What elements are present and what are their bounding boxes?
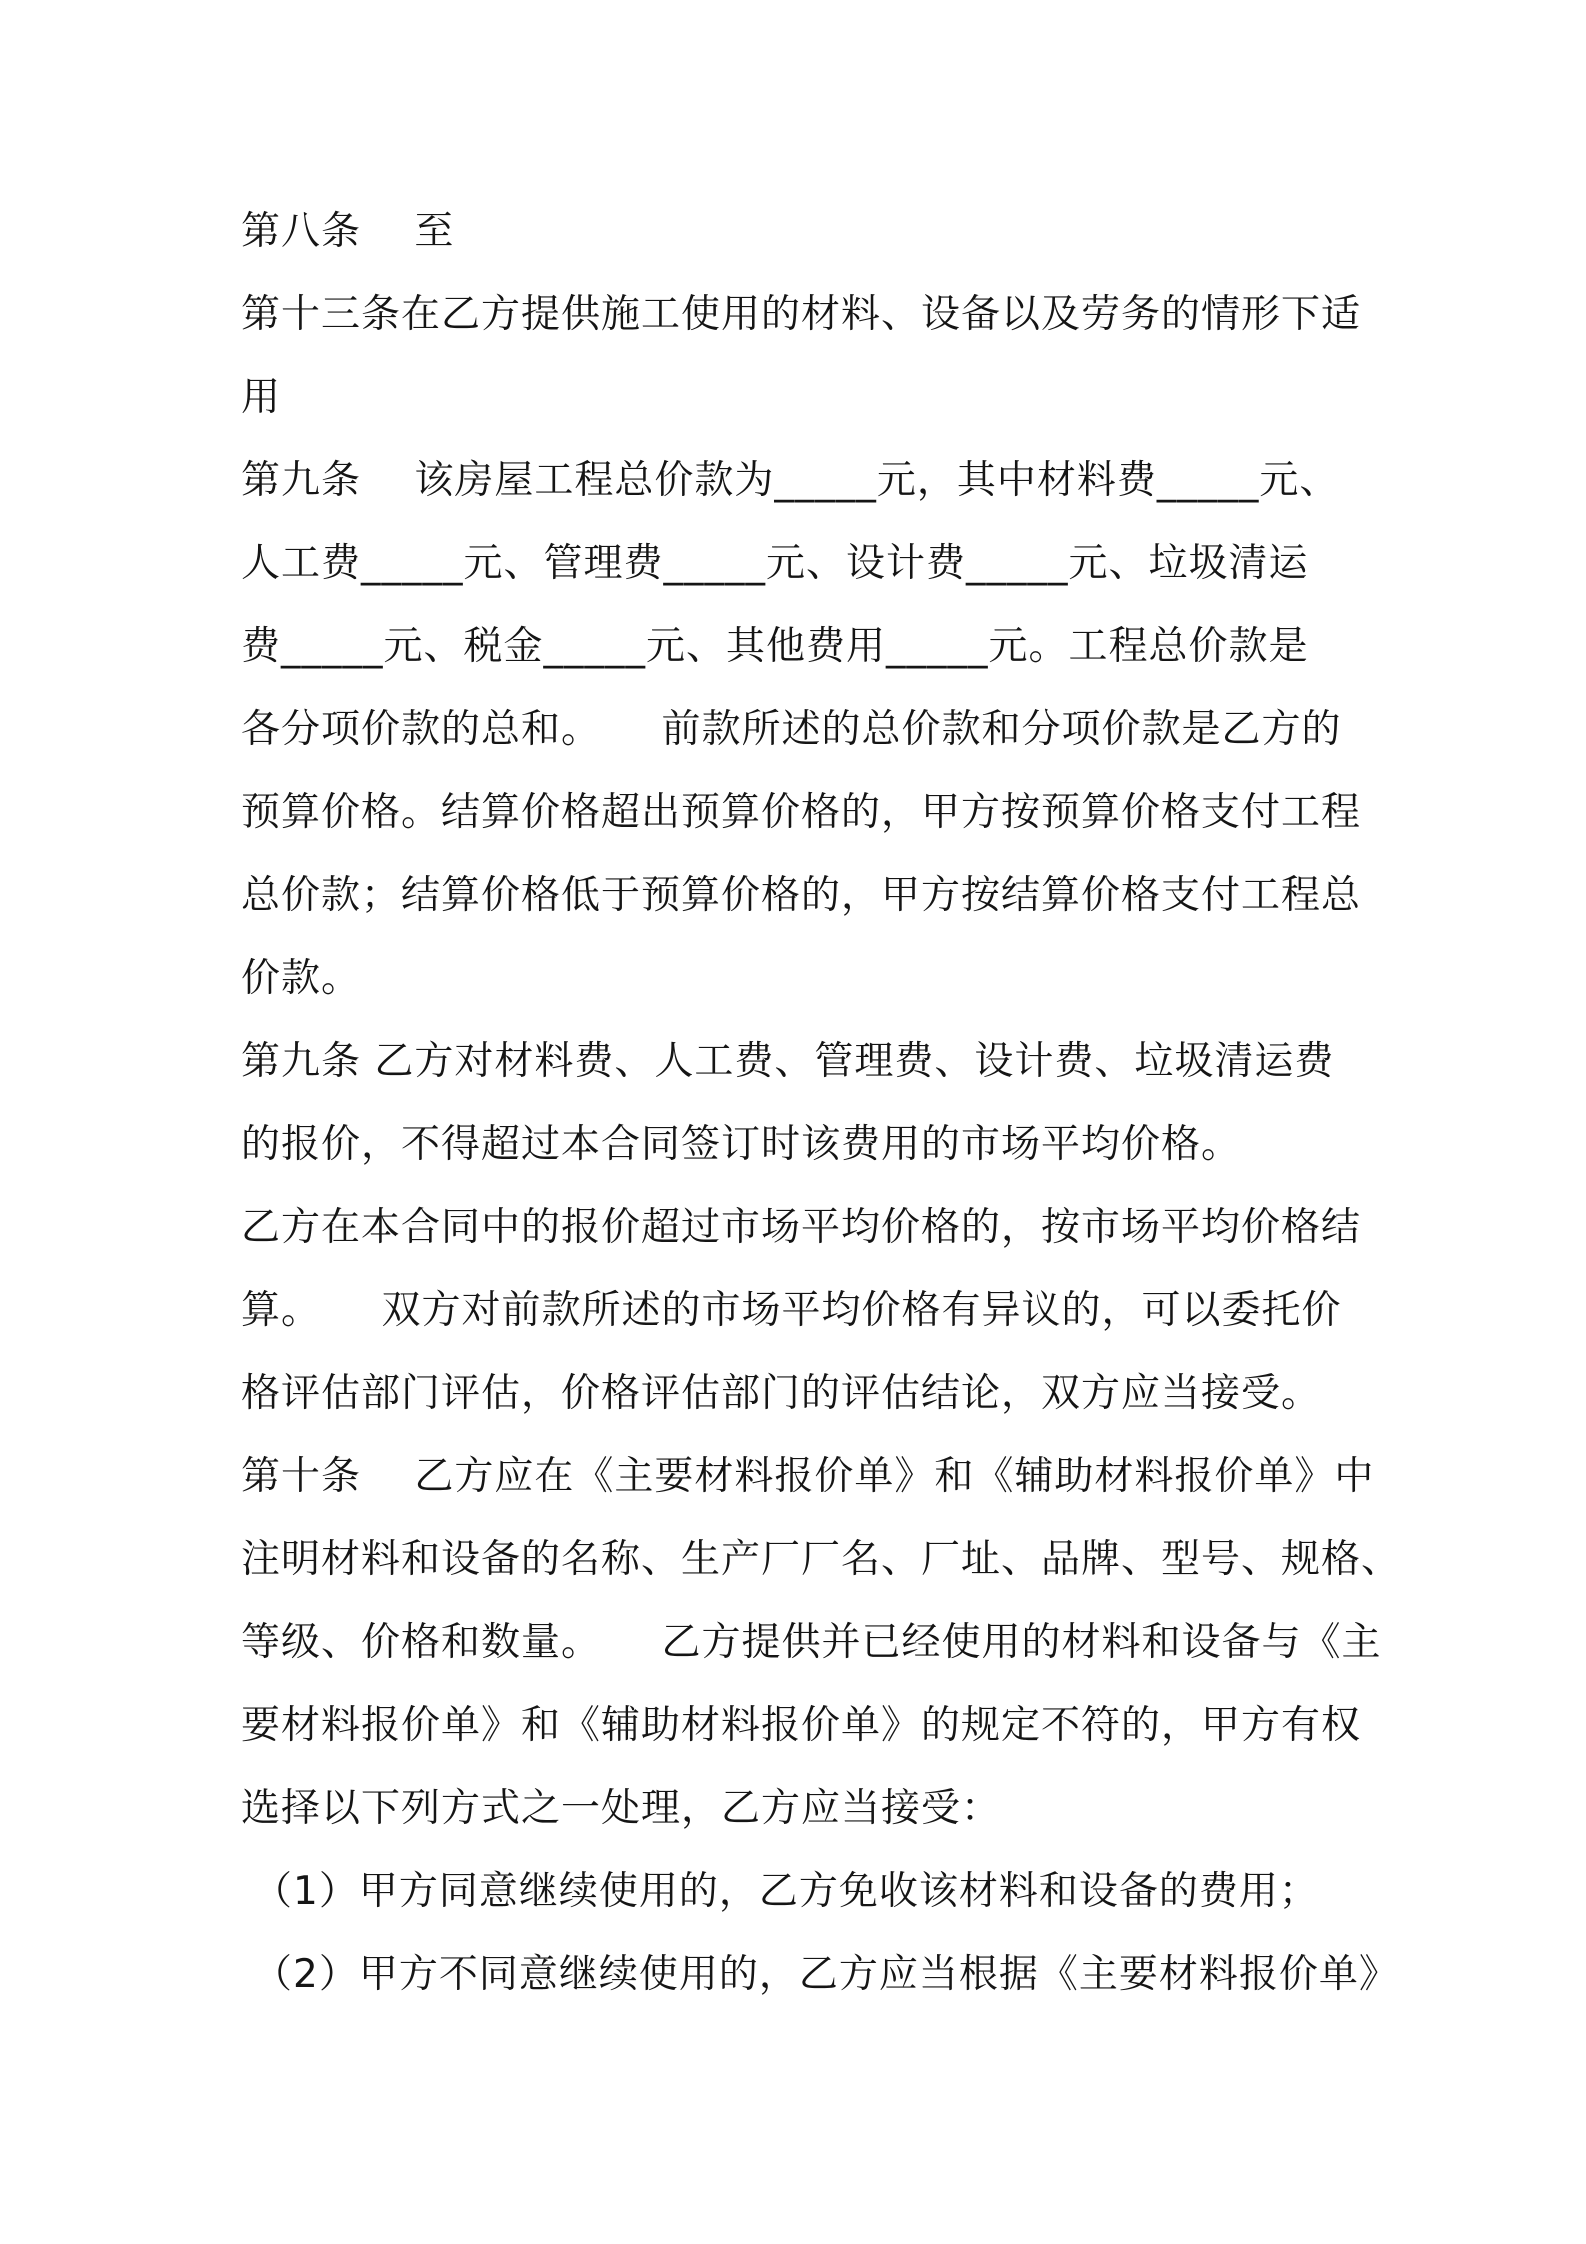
article-9b-line-5: 格评估部门评估，价格评估部门的评估结论，双方应当接受。 bbox=[241, 1371, 1322, 1416]
article-9-line-5: 预算价格。结算价格超出预算价格的，甲方按预算价格支付工程 bbox=[241, 790, 1362, 835]
article-9-line-4: 各分项价款的总和。 前款所述的总价款和分项价款是乙方的 bbox=[241, 707, 1342, 752]
article-9-line-1: 第九条 该房屋工程总价款为_____元，其中材料费_____元、 bbox=[241, 458, 1340, 503]
article-10-line-3: 等级、价格和数量。 乙方提供并已经使用的材料和设备与《主 bbox=[241, 1620, 1382, 1665]
list-item-1: （1）甲方同意继续使用的，乙方免收该材料和设备的费用； bbox=[253, 1869, 1319, 1914]
article-9b-line-2: 的报价，不得超过本合同签订时该费用的市场平均价格。 bbox=[241, 1122, 1242, 1167]
article-9-line-7: 价款。 bbox=[241, 956, 362, 1001]
article-13-heading: 第十三条在乙方提供施工使用的材料、设备以及劳务的情形下适 bbox=[241, 292, 1362, 337]
list-item-2: （2）甲方不同意继续使用的，乙方应当根据《主要材料报价单》 bbox=[253, 1952, 1399, 1997]
article-10-line-5: 选择以下列方式之一处理，乙方应当接受： bbox=[241, 1786, 1002, 1831]
article-13-heading-continued: 用 bbox=[241, 375, 282, 420]
article-8-heading: 第八条 至 bbox=[241, 209, 455, 254]
contract-text bbox=[241, 190, 1402, 2016]
article-9b-line-1: 第九条 乙方对材料费、人工费、管理费、设计费、垃圾清运费 bbox=[241, 1039, 1335, 1084]
article-9-line-2: 人工费_____元、管理费_____元、设计费_____元、垃圾清运 bbox=[241, 541, 1309, 586]
article-10-line-2: 注明材料和设备的名称、生产厂厂名、厂址、品牌、型号、规格、 bbox=[241, 1537, 1402, 1582]
article-10-line-4: 要材料报价单》和《辅助材料报价单》的规定不符的，甲方有权 bbox=[241, 1703, 1362, 1748]
article-9b-line-4: 算。 双方对前款所述的市场平均价格有异议的，可以委托价 bbox=[241, 1288, 1342, 1333]
article-9-line-6: 总价款；结算价格低于预算价格的，甲方按结算价格支付工程总 bbox=[241, 873, 1362, 918]
article-9-line-3: 费_____元、税金_____元、其他费用_____元。工程总价款是 bbox=[241, 624, 1309, 669]
article-10-line-1: 第十条 乙方应在《主要材料报价单》和《辅助材料报价单》中 bbox=[241, 1454, 1375, 1499]
article-9b-line-3: 乙方在本合同中的报价超过市场平均价格的，按市场平均价格结 bbox=[241, 1205, 1362, 1250]
